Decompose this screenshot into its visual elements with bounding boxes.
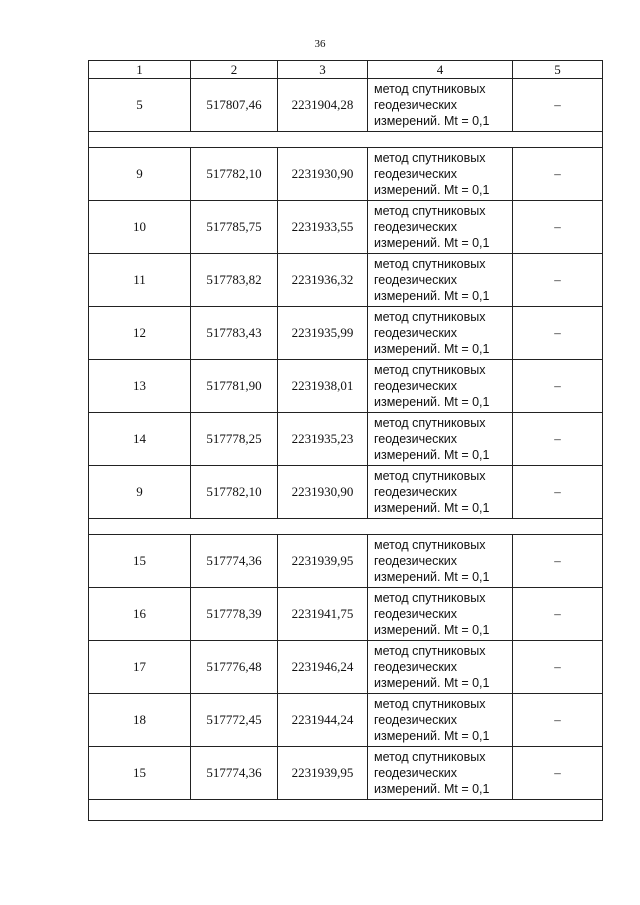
y-coordinate-cell: 2231930,90 xyxy=(278,466,368,519)
separator-row xyxy=(89,800,603,821)
y-coordinate-cell: 2231936,32 xyxy=(278,254,368,307)
table-row xyxy=(89,535,603,588)
method-cell xyxy=(368,466,513,519)
column-5-cell: – xyxy=(513,79,603,132)
method-line: измерений. Mt = 0,1 xyxy=(374,342,490,356)
table-row xyxy=(89,747,603,800)
header-cell-4: 4 xyxy=(368,61,513,79)
table-row xyxy=(89,307,603,360)
x-coordinate-cell: 517778,39 xyxy=(191,588,278,641)
column-5-cell: – xyxy=(513,535,603,588)
coordinates-table xyxy=(88,60,603,821)
column-5-cell: – xyxy=(513,413,603,466)
page-number: 36 xyxy=(314,38,326,50)
method-line: метод спутниковых xyxy=(374,151,486,165)
method-cell xyxy=(368,307,513,360)
method-line: измерений. Mt = 0,1 xyxy=(374,114,490,128)
header-cell-2: 2 xyxy=(191,61,278,79)
x-coordinate-cell: 517783,43 xyxy=(191,307,278,360)
method-cell xyxy=(368,641,513,694)
column-5-cell: – xyxy=(513,466,603,519)
header-cell-3: 3 xyxy=(278,61,368,79)
method-line: геодезических xyxy=(374,485,458,499)
y-coordinate-cell: 2231935,23 xyxy=(278,413,368,466)
column-5-cell: – xyxy=(513,694,603,747)
method-cell xyxy=(368,201,513,254)
column-5-cell: – xyxy=(513,201,603,254)
method-line: геодезических xyxy=(374,273,458,287)
method-line: метод спутниковых xyxy=(374,644,486,658)
method-line: метод спутниковых xyxy=(374,204,486,218)
method-line: геодезических xyxy=(374,432,458,446)
method-line: геодезических xyxy=(374,660,458,674)
column-5-cell: – xyxy=(513,588,603,641)
separator-cell xyxy=(89,519,603,535)
method-line: геодезических xyxy=(374,713,458,727)
column-5-cell: – xyxy=(513,360,603,413)
x-coordinate-cell: 517772,45 xyxy=(191,694,278,747)
x-coordinate-cell: 517776,48 xyxy=(191,641,278,694)
header-row xyxy=(89,61,603,79)
method-cell xyxy=(368,747,513,800)
method-line: измерений. Mt = 0,1 xyxy=(374,448,490,462)
method-line: метод спутниковых xyxy=(374,538,486,552)
method-line: измерений. Mt = 0,1 xyxy=(374,289,490,303)
point-number-cell: 10 xyxy=(89,201,191,254)
method-line: геодезических xyxy=(374,379,458,393)
x-coordinate-cell: 517785,75 xyxy=(191,201,278,254)
header-cell-1: 1 xyxy=(89,61,191,79)
method-cell xyxy=(368,148,513,201)
y-coordinate-cell: 2231946,24 xyxy=(278,641,368,694)
table-row xyxy=(89,641,603,694)
method-line: измерений. Mt = 0,1 xyxy=(374,236,490,250)
column-5-cell: – xyxy=(513,254,603,307)
table-row xyxy=(89,201,603,254)
x-coordinate-cell: 517782,10 xyxy=(191,466,278,519)
column-5-cell: – xyxy=(513,747,603,800)
y-coordinate-cell: 2231904,28 xyxy=(278,79,368,132)
column-5-cell: – xyxy=(513,307,603,360)
method-line: геодезических xyxy=(374,98,458,112)
method-cell xyxy=(368,254,513,307)
table-row xyxy=(89,466,603,519)
point-number-cell: 9 xyxy=(89,466,191,519)
method-line: измерений. Mt = 0,1 xyxy=(374,501,490,515)
method-line: геодезических xyxy=(374,607,458,621)
point-number-cell: 11 xyxy=(89,254,191,307)
table-row xyxy=(89,148,603,201)
method-line: геодезических xyxy=(374,554,458,568)
y-coordinate-cell: 2231944,24 xyxy=(278,694,368,747)
method-line: метод спутниковых xyxy=(374,310,486,324)
method-line: метод спутниковых xyxy=(374,416,486,430)
method-line: измерений. Mt = 0,1 xyxy=(374,570,490,584)
method-line: измерений. Mt = 0,1 xyxy=(374,623,490,637)
method-line: измерений. Mt = 0,1 xyxy=(374,729,490,743)
y-coordinate-cell: 2231941,75 xyxy=(278,588,368,641)
y-coordinate-cell: 2231939,95 xyxy=(278,535,368,588)
point-number-cell: 15 xyxy=(89,747,191,800)
point-number-cell: 18 xyxy=(89,694,191,747)
method-line: геодезических xyxy=(374,220,458,234)
method-cell xyxy=(368,588,513,641)
method-line: метод спутниковых xyxy=(374,257,486,271)
method-cell xyxy=(368,413,513,466)
x-coordinate-cell: 517782,10 xyxy=(191,148,278,201)
table-row xyxy=(89,254,603,307)
point-number-cell: 5 xyxy=(89,79,191,132)
column-5-cell: – xyxy=(513,641,603,694)
table-row xyxy=(89,79,603,132)
x-coordinate-cell: 517807,46 xyxy=(191,79,278,132)
method-line: геодезических xyxy=(374,167,458,181)
table-row xyxy=(89,588,603,641)
coordinates-table-body xyxy=(89,61,603,821)
separator-row xyxy=(89,519,603,535)
x-coordinate-cell: 517774,36 xyxy=(191,747,278,800)
method-line: измерений. Mt = 0,1 xyxy=(374,782,490,796)
y-coordinate-cell: 2231930,90 xyxy=(278,148,368,201)
point-number-cell: 14 xyxy=(89,413,191,466)
table-row xyxy=(89,360,603,413)
header-cell-5: 5 xyxy=(513,61,603,79)
method-line: геодезических xyxy=(374,766,458,780)
method-line: измерений. Mt = 0,1 xyxy=(374,395,490,409)
point-number-cell: 12 xyxy=(89,307,191,360)
method-line: измерений. Mt = 0,1 xyxy=(374,183,490,197)
point-number-cell: 13 xyxy=(89,360,191,413)
method-cell xyxy=(368,694,513,747)
point-number-cell: 16 xyxy=(89,588,191,641)
x-coordinate-cell: 517783,82 xyxy=(191,254,278,307)
method-cell xyxy=(368,360,513,413)
method-line: геодезических xyxy=(374,326,458,340)
method-line: измерений. Mt = 0,1 xyxy=(374,676,490,690)
separator-row xyxy=(89,132,603,148)
table-row xyxy=(89,694,603,747)
y-coordinate-cell: 2231933,55 xyxy=(278,201,368,254)
y-coordinate-cell: 2231938,01 xyxy=(278,360,368,413)
method-cell xyxy=(368,535,513,588)
x-coordinate-cell: 517774,36 xyxy=(191,535,278,588)
method-cell xyxy=(368,79,513,132)
point-number-cell: 15 xyxy=(89,535,191,588)
method-line: метод спутниковых xyxy=(374,82,486,96)
column-5-cell: – xyxy=(513,148,603,201)
x-coordinate-cell: 517778,25 xyxy=(191,413,278,466)
method-line: метод спутниковых xyxy=(374,750,486,764)
y-coordinate-cell: 2231935,99 xyxy=(278,307,368,360)
point-number-cell: 17 xyxy=(89,641,191,694)
method-line: метод спутниковых xyxy=(374,697,486,711)
separator-cell xyxy=(89,800,603,821)
method-line: метод спутниковых xyxy=(374,591,486,605)
method-line: метод спутниковых xyxy=(374,363,486,377)
table-row xyxy=(89,413,603,466)
point-number-cell: 9 xyxy=(89,148,191,201)
separator-cell xyxy=(89,132,603,148)
x-coordinate-cell: 517781,90 xyxy=(191,360,278,413)
method-line: метод спутниковых xyxy=(374,469,486,483)
y-coordinate-cell: 2231939,95 xyxy=(278,747,368,800)
